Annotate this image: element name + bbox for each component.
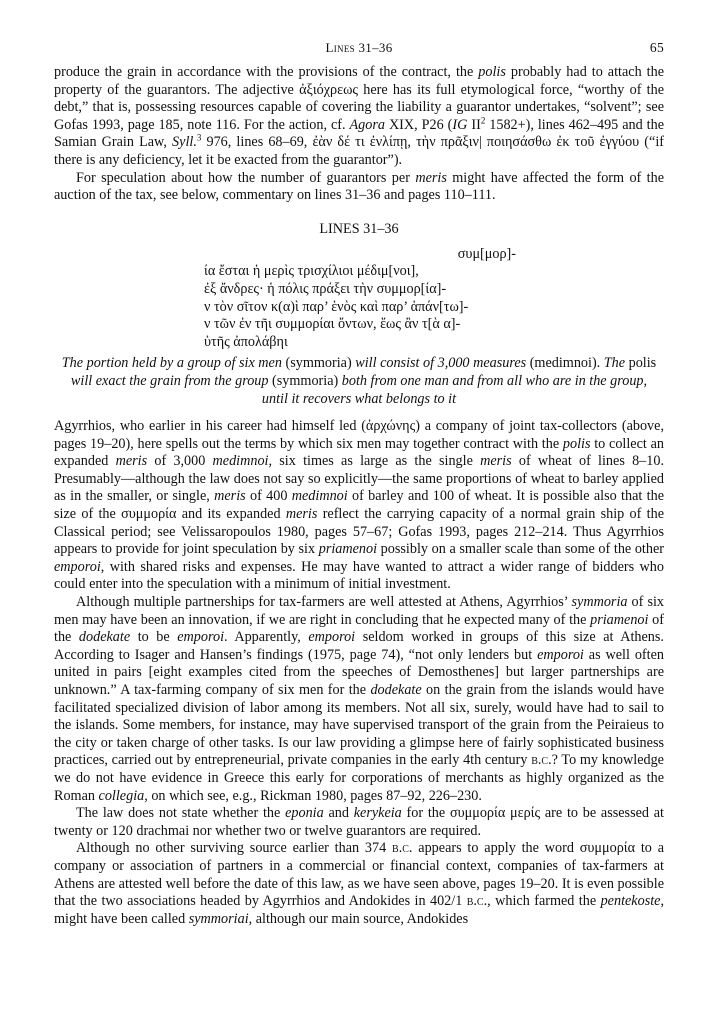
greek-line: ία ἔσται ἡ μερὶς τρισχίλιοι μέδιμ[νοι],	[204, 263, 419, 280]
running-title: Lines 31–36	[325, 40, 393, 55]
paragraph-speculation: For speculation about how the number of guarantors per meris might have affected the form of the auction of the tax, see below, commentary on lines 31–36 and pages 110–111.	[54, 169, 664, 204]
running-head	[54, 40, 664, 64]
paragraph-symmoria-source: Although no other surviving source earlier than 374 b.c. appears to apply the word συμμορία to a company or association of partners in a commercial or financial context, companies of tax-farmers at Athens are attested well before the date of this law, as we have seen above, pages 19–20. It is even possible that the two associations headed by Agyrrhios and Andokides in 402/1 b.c., which farmed the pentekoste, might have been called symmoriai, although our main source, Andokides	[54, 840, 665, 927]
greek-inscription-text	[204, 246, 522, 352]
greek-line: συμ[μορ]-	[457, 245, 516, 262]
section-heading: LINES 31–36	[319, 220, 399, 237]
translation: The portion held by a group of six men (symmoria) will consist of 3,000 measures (medimnoi). The polis will exact the grain from the group (symmoria) both from one man and from all who are in the group, until it recovers what belongs to it	[61, 355, 657, 407]
paragraph-guarantors: produce the grain in accordance with the provisions of the contract, the polis probably had to attach the property of the guarantors. The adjective ἀξιόχρεως here has its full etymological force, “worthy of the debt,” that is, possessing resources capable of covering the liability a guarantor undertakes, “solvent”; see Gofas 1993, page 185, note 116. For the action, cf. Agora XIX, P26 (IG $II^2$ 1582+), lines 462–495 and the Samian Grain Law, Syll.$^3$ 976, lines 68–69, ἐὰν δέ τι ἐνλίπῃ, τὴν πρᾶξιν| ποιησάσθω ἐκ τοῦ ἐγγύου (“if there is any deficiency, let it be exacted from the guarantor”).	[54, 64, 664, 168]
greek-line: ν τῶν ἐν τῆι συμμορίαι ὄντων, ἕως ἂν τ[ὰ α]-	[204, 316, 461, 333]
paragraph-eponia: The law does not state whether the eponia and kerykeia for the συμμορία μερίς are to be assessed at twenty or 120 drachmai nor whether two or twelve guarantors are required.	[54, 805, 664, 839]
page-number: 65	[649, 40, 664, 55]
paragraph-agyrrhios: Agyrrhios, who earlier in his career had himself led (ἀρχώνης) a company of joint tax-collectors (above, pages 19–20), here spells out the terms by which six men may together contract with the polis to collect an expanded meris of 3,000 medimnoi, six times as large as the single meris of wheat of lines 8–10. Presumably—although the law does not say so explicitly—the same proportions of wheat to barley applied as in the smaller, or single, meris of 400 medimnoi of barley and 100 of wheat. It is possible also that the size of the συμμορία and its expanded meris reflect the carrying capacity of a normal grain ship of the Classical period; see Velissaropoulos 1980, pages 57–67; Gofas 1993, pages 212–214. Thus Agyrrhios appears to provide for joint speculation by six priamenoi possibly on a smaller scale than some of the other emporoi, with shared risks and expenses. He may have wanted to attract a wider range of bidders who could enter into the speculation with a minimum of initial investment.	[54, 418, 664, 593]
greek-line: ν τὸν σῖτον κ(α)ὶ παρ’ ἑνὸς καὶ παρ’ ἁπάν[τω]-	[204, 298, 469, 315]
paragraph-partnerships: Although multiple partnerships for tax-farmers are well attested at Athens, Agyrrhios’ symmoria of six men may have been an innovation, if we are right in concluding that he expected many of the priamenoi of the dodekate to be emporoi. Apparently, emporoi seldom worked in groups of this size at Athens. According to Isager and Hansen’s findings (1975, page 74), “not only lenders but emporoi as well often united in pairs [eight examples cited from the speeches of Demosthenes] but larger partnerships are unknown.” A tax-farming company of six men for the dodekate on the grain from the islands would have facilitated specialized division of labor among its members. Not all six, surely, would have had to sail to the islands. Some members, for instance, may have supervised transport of the grain from the Peiraieus to the city or taken charge of other tasks. Is our law providing a glimpse here of fairly sophisticated business practices, carried out by entrepreneurial, private companies in the early 4th century b.c.? To my knowledge we do not have evidence in Greece this early for corporations of merchants as highly organized as the Roman collegia, on which see, e.g., Rickman 1980, pages 87–92, 226–230.	[54, 594, 664, 804]
greek-line: ἐξ ἄνδρες· ἡ πόλις πράξει τὴν συμμορ[ία]-	[204, 280, 447, 297]
greek-line: ὑτῆς ἀπολάβηι	[204, 333, 288, 350]
